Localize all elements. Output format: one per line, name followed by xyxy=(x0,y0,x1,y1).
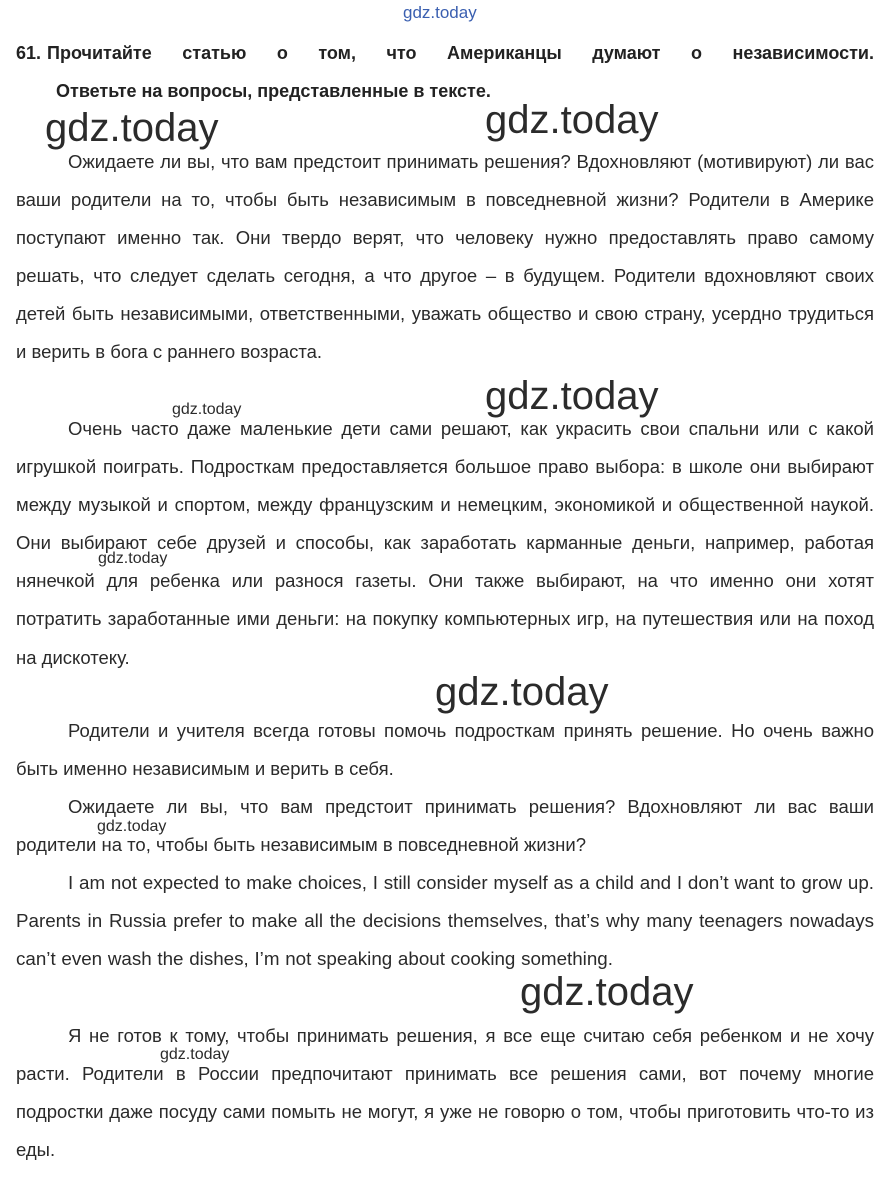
watermark-small: gdz.today xyxy=(97,818,167,835)
paragraph-6: Я не готов к тому, чтобы принимать решения, я все еще считаю себя ребенком и не хочу расти. Родители в России предпочитают принимать все решения сами, вот почему многие подростки даже посуду сами помыть не могут, я уже не говорю о том, чтобы приготовить что-то из еды. xyxy=(16,1025,874,1161)
task-heading-line-1 xyxy=(16,34,874,72)
watermark-small: gdz.today xyxy=(172,401,242,418)
task-text-line-2: Ответьте на вопросы, представленные в тексте. xyxy=(56,81,491,101)
task-text-line-1: Прочитайте статью о том, что Американцы думают о независимости. xyxy=(47,43,874,63)
watermark-top: gdz.today xyxy=(403,3,477,22)
watermark-large: gdz.today xyxy=(45,106,219,150)
watermark-small: gdz.today xyxy=(160,1046,230,1063)
paragraph-1: Ожидаете ли вы, что вам предстоит принимать решения? Вдохновляют (мотивируют) ли вас ваши родители на то, чтобы быть независимым в повседневной жизни? Родители в Америке поступают именно так. Они твердо верят, что человеку нужно предоставлять право самому решать, что следует сделать сегодня, а что другое – в будущем. Родители вдохновляют своих детей быть независимыми, ответственными, уважать общество и свою страну, усердно трудиться и верить в бога с раннего возраста. xyxy=(16,151,874,363)
task-heading xyxy=(16,34,874,110)
watermark-large: gdz.today xyxy=(485,98,659,142)
paragraph-5-english: I am not expected to make choices, I still consider myself as a child and I don’t want to grow up. Parents in Russia prefer to make all the decisions themselves, that’s why many teenagers nowadays can’t even wash the dishes, I’m not speaking about cooking something. xyxy=(16,872,874,970)
paragraph-4: Ожидаете ли вы, что вам предстоит принимать решения? Вдохновляют ли вас ваши родители на то, чтобы быть независимым в повседневной жизни? xyxy=(16,796,874,856)
watermark-small: gdz.today xyxy=(98,550,168,567)
task-number: 61. xyxy=(16,43,42,63)
paragraph-3: Родители и учителя всегда готовы помочь подросткам принять решение. Но очень важно быть именно независимым и верить в себя. xyxy=(16,720,874,780)
watermark-large: gdz.today xyxy=(520,970,694,1014)
watermark-large: gdz.today xyxy=(485,374,659,418)
watermark-large: gdz.today xyxy=(435,670,609,714)
paragraph-2: Очень часто даже маленькие дети сами решают, как украсить свои спальни или с какой игрушкой поиграть. Подросткам предоставляется большое право выбора: в школе они выбирают между музыкой и спортом, между французским и немецким, экономикой и общественной наукой. Они выбирают себе друзей и способы, как заработать карманные деньги, например, работая нянечкой для ребенка или разнося газеты. Они также выбирают, на что именно они хотят потратить заработанные ими деньги: на покупку компьютерных игр, на путешествия или на поход на дискотеку. xyxy=(16,418,874,668)
